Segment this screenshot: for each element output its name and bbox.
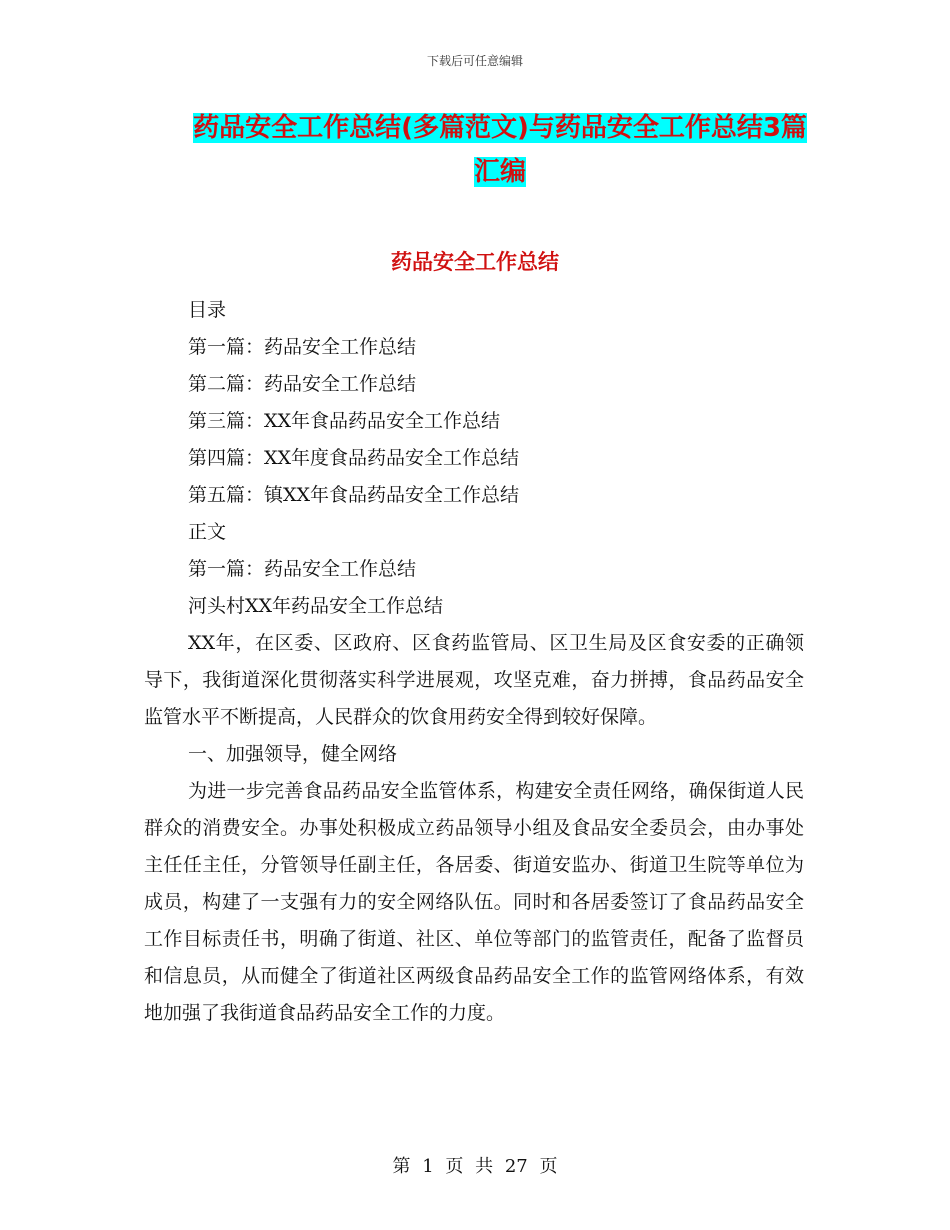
toc-item: 第四篇：XX年度食品药品安全工作总结 [188,447,520,469]
document-title [190,106,810,194]
toc-item: 第一篇：药品安全工作总结 [188,336,417,358]
toc-item: 第五篇：镇XX年食品药品安全工作总结 [188,484,520,506]
toc-item: 第三篇：XX年食品药品安全工作总结 [188,410,501,432]
toc-heading: 目录 [188,299,227,321]
page-footer: 第 1 页 共 27 页 [392,1156,558,1177]
document-title-text: 药品安全工作总结(多篇范文)与药品安全工作总结3篇汇编 [193,113,807,187]
part-title: 第一篇：药品安全工作总结 [188,558,417,580]
header-note: 下载后可任意编辑 [426,54,523,68]
section-title: 药品安全工作总结 [391,250,559,274]
section-heading: 一、加强领导，健全网络 [188,743,398,765]
body-paragraph: XX年，在区委、区政府、区食药监管局、区卫生局及区食安委的正确领导下，我街道深化贯彻落实科学进展观，攻坚克难，奋力拼搏，食品药品安全监管水平不断提高，人民群众的饮食用药安全得到较好保障。 [144,632,804,728]
document-body [144,292,804,1032]
body-heading: 正文 [188,521,227,543]
report-title: 河头村XX年药品安全工作总结 [188,595,444,617]
toc-item: 第二篇：药品安全工作总结 [188,373,417,395]
body-paragraph: 为进一步完善食品药品安全监管体系，构建安全责任网络，确保街道人民群众的消费安全。办事处积极成立药品领导小组及食品安全委员会，由办事处主任任主任，分管领导任副主任，各居委、街道安监办、街道卫生院等单位为成员，构建了一支强有力的安全网络队伍。同时和各居委签订了食品药品安全工作目标责任书，明确了街道、社区、单位等部门的监管责任，配备了监督员和信息员，从而健全了街道社区两级食品药品安全工作的监管网络体系，有效地加强了我街道食品药品安全工作的力度。 [144,780,804,1024]
